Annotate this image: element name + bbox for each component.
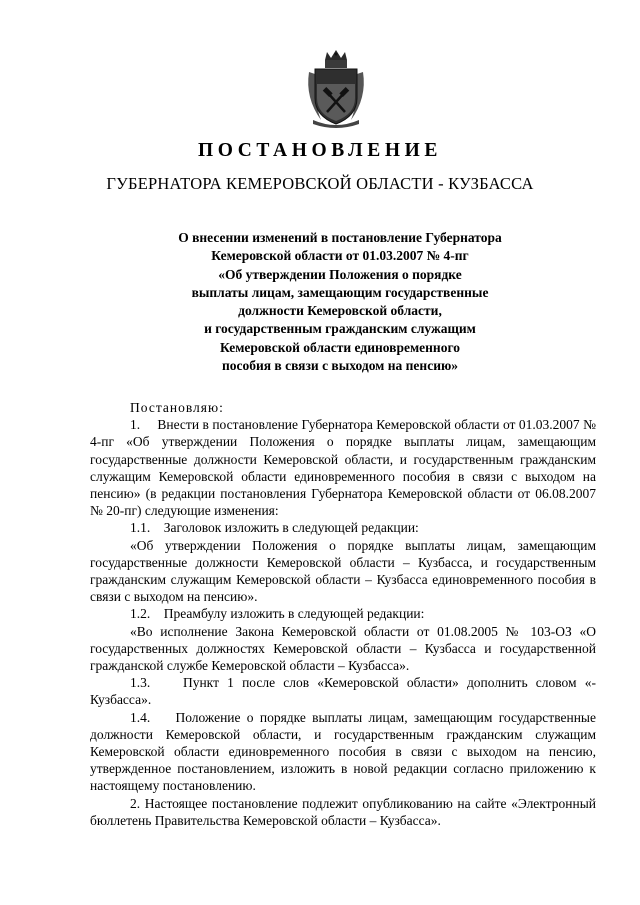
paragraph-1-1-text: «Об утверждении Положения о порядке выплаты лицам, замещающим государственные должности Кемеровской области – Кузбасса, и государственным гражданским служащим Кемеровской области – Кузбасса единовременного пособия в связи с выходом на пенсию». bbox=[90, 537, 596, 605]
paragraph-1-3: 1.3. Пункт 1 после слов «Кемеровской области» дополнить словом «- Кузбасса». bbox=[90, 675, 596, 708]
document-title: ПОСТАНОВЛЕНИЕ bbox=[197, 140, 443, 161]
document-issuer: ГУБЕРНАТОРА КЕМЕРОВСКОЙ ОБЛАСТИ - КУЗБАССА bbox=[106, 174, 534, 193]
heading-line: и государственным гражданским служащим bbox=[204, 321, 476, 337]
paragraph-2: 2. Настоящее постановление подлежит опубликованию на сайте «Электронный бюллетень Правительства Кемеровской области – Кузбасса». bbox=[90, 795, 596, 828]
document-heading bbox=[120, 229, 560, 375]
heading-line: выплаты лицам, замещающим государственные bbox=[191, 284, 489, 300]
heading-line: пособия в связи с выходом на пенсию» bbox=[221, 358, 459, 374]
paragraph-1: 1. Внести в постановление Губернатора Кемеровской области от 01.03.2007 № 4-пг «Об утверждении Положения о порядке выплаты лицам, замещающим государственные должности Кемеровской области, и государственным гражданским служащим Кемеровской области единовременного пособия в связи с выходом на пенсию» (в редакции постановления Губернатора Кемеровской области от 06.08.2007 № 20-пг) следующие изменения: bbox=[90, 417, 596, 519]
heading-line: Кемеровской области от 01.03.2007 № 4-пг bbox=[211, 248, 469, 264]
paragraph-1-4: 1.4. Положение о порядке выплаты лицам, замещающим государственные должности Кемеровской области, и государственным гражданским служащим Кемеровской области единовременного пособия в связи с выходом на пенсию, утвержденное постановлением, изложить в новой редакции согласно приложению к настоящему постановлению. bbox=[90, 709, 596, 794]
heading-line: должности Кемеровской области, bbox=[238, 303, 442, 319]
heading-line: Кемеровской области единовременного bbox=[219, 339, 461, 355]
heading-line: О внесении изменений в постановление Губернатора bbox=[178, 230, 502, 245]
paragraph-1-1: 1.1. Заголовок изложить в следующей редакции: bbox=[130, 520, 419, 536]
heading-line: «Об утверждении Положения о порядке bbox=[218, 266, 462, 282]
paragraph-1-2-text: «Во исполнение Закона Кемеровской области от 01.08.2005 № 103-ОЗ «О государственных должностях Кемеровской области – Кузбасса и государственной гражданской службе Кемеровской области – Кузбасса». bbox=[90, 623, 596, 674]
crown-icon bbox=[325, 50, 347, 68]
document-body bbox=[90, 399, 596, 829]
decree-word: Постановляю: bbox=[130, 400, 224, 415]
paragraph-1-2: 1.2. Преамбулу изложить в следующей редакции: bbox=[130, 606, 425, 622]
coat-of-arms-emblem bbox=[303, 50, 369, 128]
